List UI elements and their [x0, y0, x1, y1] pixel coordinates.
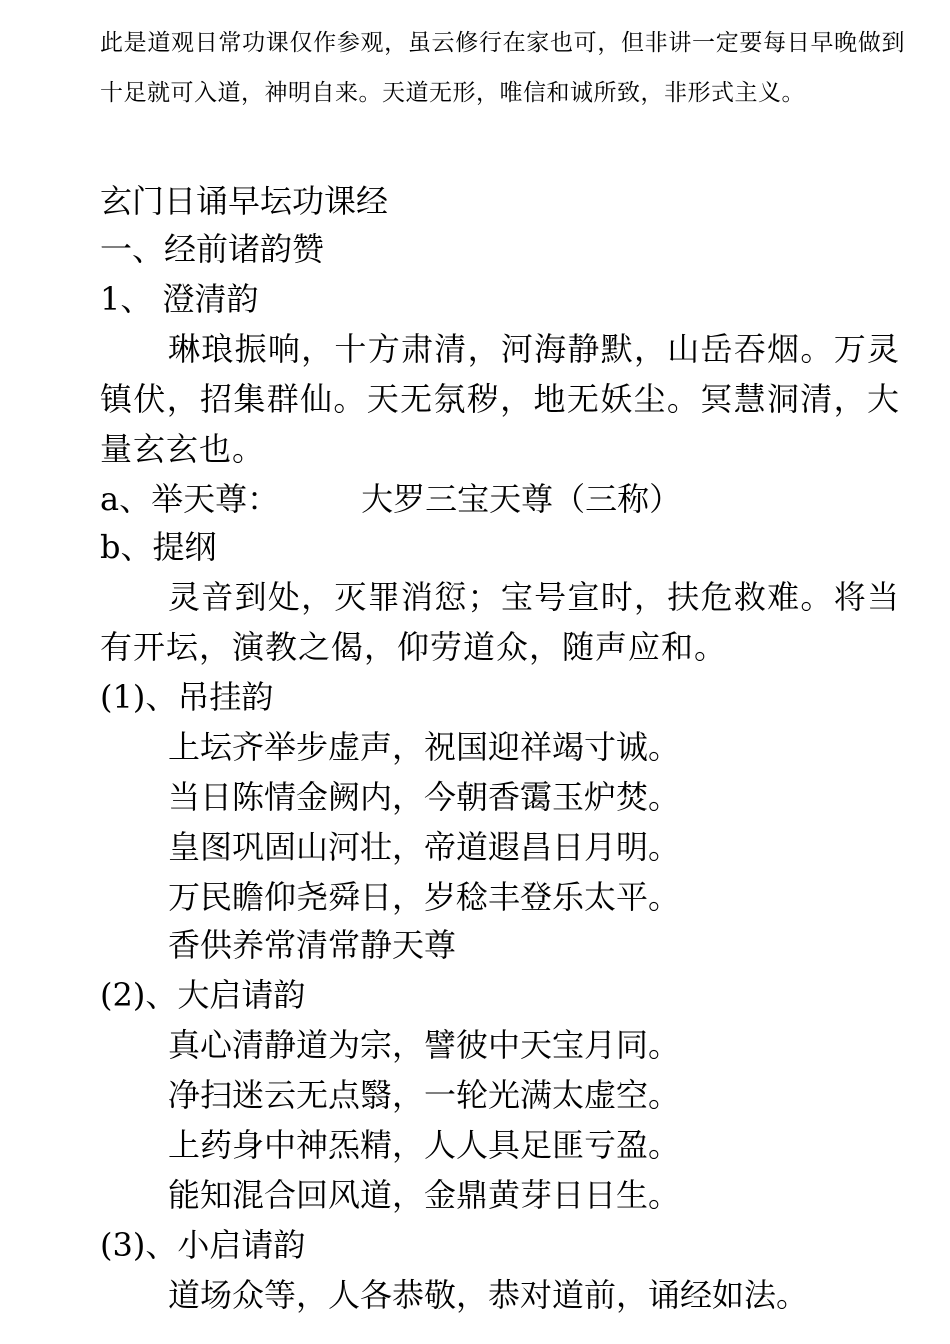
verse-line: 能知混合回风道，金鼎黄芽日日生。	[168, 1176, 681, 1214]
verse-line: 香供养常清常静天尊	[168, 926, 457, 964]
verse-line: 当日陈情金阙内，今朝香霭玉炉焚。	[168, 778, 681, 816]
paragraph: 灵音到处，灭罪消愆；宝号宣时，扶危救难。将当有开坛，演教之偈，仰劳道众，随声应和。	[100, 578, 900, 666]
item-heading: 1、 澄清韵	[100, 280, 259, 318]
item-text: 大罗三宝天尊（三称）	[361, 480, 682, 518]
document-title: 玄门日诵早坛功课经	[100, 182, 389, 220]
verse-line: 真心清静道为宗，譬彼中天宝月同。	[168, 1026, 681, 1064]
verse-line: 净扫迷云无点翳，一轮光满太虚空。	[168, 1076, 681, 1114]
subsection-title: (1)、吊挂韵	[100, 678, 274, 716]
paragraph: 琳琅振响，十方肃清，河海静默，山岳吞烟。万灵镇伏，招集群仙。天无氛秽，地无妖尘。冥慧洞清，大量玄玄也。	[100, 330, 900, 468]
item-label: a、举天尊：	[100, 480, 280, 518]
verse-line: 道场众等，人各恭敬，恭对道前，诵经如法。	[168, 1276, 809, 1314]
intro-note: 此是道观日常功课仅作参观，虽云修行在家也可，但非讲一定要每日早晚做到十足就可入道，神明自来。天道无形，唯信和诚所致，非形式主义。	[100, 30, 905, 106]
verse-line: 上药身中神炁精，人人具足匪亏盈。	[168, 1126, 681, 1164]
verse-line: 万民瞻仰尧舜日，岁稔丰登乐太平。	[168, 878, 681, 916]
verse-line: 皇图巩固山河壮，帝道遐昌日月明。	[168, 828, 681, 866]
item-line	[100, 474, 681, 524]
subsection-title: (3)、小启请韵	[100, 1226, 306, 1264]
verse-line: 上坛齐举步虚声，祝国迎祥竭寸诚。	[168, 728, 681, 766]
subsection-title: (2)、大启请韵	[100, 976, 306, 1014]
item-heading: b、提纲	[100, 528, 217, 566]
section-heading: 一、经前诸韵赞	[100, 230, 325, 268]
